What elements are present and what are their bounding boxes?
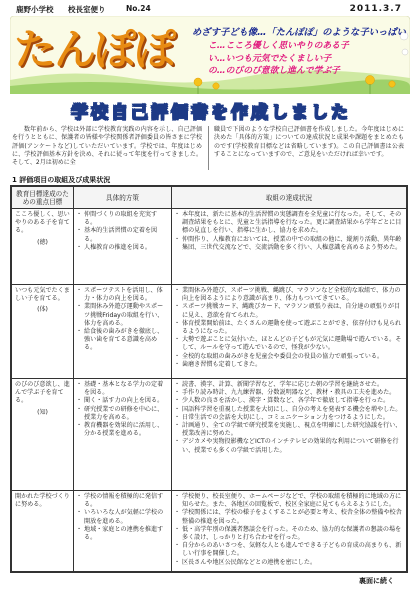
measure-item: ・ 教育機器を効果的に活用し、分かる授業を進める。 xyxy=(77,422,168,438)
goal-text: こころ優しく、思いやりのある子を育てる。 xyxy=(15,211,70,235)
status-item: ・ 読書、漢字、計算、新聞学習など、学年に応じた朝の学習を継続させた。 xyxy=(175,381,403,389)
measure-item: ・ 仲間づくりの取組を充実する。 xyxy=(77,211,168,227)
issue-date: 2011.3.7 xyxy=(349,4,402,14)
logo-text: たんぽぽ xyxy=(14,25,175,74)
measure-item: ・ いろいろな人が気軽に学校の開放を進める。 xyxy=(77,509,168,525)
motto-line-i: い…いつも元気でたくましい子 xyxy=(208,53,332,64)
measures-cell xyxy=(74,379,172,491)
goal-text: いつも元気でたくましい子を育てる。 xyxy=(15,287,70,303)
status-item: ・ 学校関係には、学校の様子をよくすることが必要と考え、校舎全体の整備や校舎整備の推進を図った。 xyxy=(175,509,403,525)
measures-cell xyxy=(74,491,172,572)
status-item: ・ 大勢で遊ぶことに気付いた、ほとんどの子どもが元気に運動場で遊んでいる。そして、ルールを守って遊んでいるので、怪我が少ない。 xyxy=(175,336,403,352)
status-item: ・ 手作り読み時計、九九練習器、分数説明器など、教材・教具の工夫を進めた。 xyxy=(175,389,403,397)
table-row xyxy=(12,379,407,491)
status-item: ・ 業間休み外遊び、スポーツ挑戦、縄跳び、マラソンなど全校的な取組で、体力の向上を図るようにより意識が高まり、体力もついてきている。 xyxy=(175,287,403,303)
measure-item: ・ 給食後の歯みがきを徹底し、強い歯を育てる意識を高める。 xyxy=(77,328,168,353)
newsletter-logo xyxy=(14,22,190,82)
status-item: ・ 仲間作り、人権教育においては、授業の中での取組の他に、縦割り活動、異年齢集団、三世代交流などで、交流活動を多く行い、人権意識を高めるよう努めた。 xyxy=(175,236,403,252)
goal-cell xyxy=(12,209,74,285)
measure-item: ・ 地域・家庭との連携を推進する。 xyxy=(77,526,168,542)
goal-cell xyxy=(12,379,74,491)
school-motto xyxy=(192,24,407,88)
goal-text: 開かれた学校づくりに努める。 xyxy=(15,493,70,509)
masthead-banner xyxy=(10,16,410,94)
status-item: ・ 日常生活での会話を大切にし、コミュニケーション力をつけるようにした。 xyxy=(175,414,403,422)
status-item: ・ 体育授業開始前は、たくさんの運動を使って遊ぶことができ、依存付けも見られるようになった。 xyxy=(175,320,403,336)
column-divider xyxy=(208,126,209,170)
header-measures: 具体的方策 xyxy=(74,187,172,209)
status-cell xyxy=(172,285,407,379)
measure-item: ・ スポーツテストを活用し、体力・体力の向上を図る。 xyxy=(77,287,168,303)
measure-item: ・ 業間休み外遊び運動やスポーツ挑戦Fridayの取組を行い、体力を高める。 xyxy=(77,303,168,328)
status-item: ・ スポーツ挑戦カード、縄跳びカード、マラソン頑張り表は、自分達の頑張りが目に見え、意欲を育てられた。 xyxy=(175,303,403,319)
table-row xyxy=(12,491,407,572)
status-item: ・ 低・高学年別の保護者懇談会を行った。そのため、協力的な保護者の懇談の場を多く設け、しっかりと打ち合わせを行った。 xyxy=(175,526,403,542)
status-item: ・ 学校便り、校長室便り、ホームページなどで、学校の取組を積極的に地域の方に知らせた。また、各地区の回覧板で、校区全家庭に見てもらえるようにした。 xyxy=(175,493,403,509)
measure-item: ・ 研究授業での研修を中心に、授業力を高める。 xyxy=(77,406,168,422)
goal-tag: (徳) xyxy=(37,238,48,246)
goal-tag: (体) xyxy=(37,306,48,314)
measures-cell xyxy=(74,285,172,379)
continued-on-back-note: 裏面に続く xyxy=(359,577,394,585)
intro-paragraph-left: 数年前から、学校は外部に学校教育実践の内容を示し、自己評価を行うとともに、保護者の皆様や学校関係者評価委員の皆さまに学校評価(アンケートなど)していただいています。学校では、年度はじめに、学校評価基本方針を決め、それに従って年度を行ってきました。そして、2月は初めに全 xyxy=(12,126,202,167)
status-item: ・ 歯磨き習慣も定着してきた。 xyxy=(175,361,403,369)
measure-item: ・ 学校の情報を積極的に発信する。 xyxy=(77,493,168,509)
status-cell xyxy=(172,491,407,572)
table-header-row xyxy=(12,187,407,209)
measure-item: ・ 人権教育の推進を図る。 xyxy=(77,244,168,252)
header-line xyxy=(10,4,410,16)
status-item: ・ 国語科学習を重視した授業を大切にし、自分の考えを発表する機会を増やした。 xyxy=(175,406,403,414)
section-heading: 1 評価項目の取組及び成果状況 xyxy=(12,176,111,184)
measure-item: ・ 基礎・基本となる学力の定着を図る。 xyxy=(77,381,168,397)
goal-cell xyxy=(12,285,74,379)
status-item: ・ 区長さんや地区公民館などとの連携を密にした。 xyxy=(175,559,403,567)
status-item: ・ 少人数の良さを活かし、漢字・算数など、各学年で徹底して指導を行った。 xyxy=(175,397,403,405)
intro-paragraph-right: 職員で下図のような学校自己評価書を作成しました。今年度はじめに決めた「具体的方策」についての達成状況と成果や課題をまとめたものです(学校教育目標などは省略しています)。この自己評価書は公表することになっていますので、ご意見をいただければ幸いです。 xyxy=(214,126,404,158)
issue-number: No.24 xyxy=(126,4,151,13)
header-status: 取組の達成状況 xyxy=(172,187,407,209)
motto-line-ko: こ…こころ優しく思いやりのある子 xyxy=(208,41,349,51)
measure-item: ・ 基本的生活習慣の定着を図る。 xyxy=(77,227,168,243)
motto-line-no: の…のびのび意欲し進んで学ぶ子 xyxy=(208,66,340,76)
evaluation-table xyxy=(10,185,408,573)
status-cell xyxy=(172,379,407,491)
newsletter-series: 校長室便り xyxy=(68,5,106,14)
table-row xyxy=(12,285,407,379)
goal-cell xyxy=(12,491,74,572)
status-cell xyxy=(172,209,407,285)
page-title: 学校自己評価書を作成しました xyxy=(71,103,351,123)
status-item: ・ 本年度は、新たに基本的生活習慣の実態調査を全児童に行なった。そして、その調査結果をもとに、児童と生活指導を行なった。更に調査結果から学年ごとに目標の見直しを行い、指導に生かし、協力を求めた。 xyxy=(175,211,403,236)
goal-text: のびのび意欲し、進んで学ぶ子を育てる。 xyxy=(15,381,70,405)
header-goal: 教育目標達成のための重点目標 xyxy=(12,187,74,209)
school-name: 鹿野小学校 xyxy=(16,5,54,14)
motto-main: めざす子ども像…「たんぽぽ」のような子いっぱい xyxy=(192,27,406,38)
status-item: ・ デジカメや実物投影機などICTのインチテレビの効果的な利用について研修を行い、授業でも多くの学級で活用した。 xyxy=(175,438,403,454)
status-item: ・ 計画通り、全ての学級で研究授業を実施し、視点を明確にした研究協議を行い、授業改善に努めた。 xyxy=(175,422,403,438)
measure-item: ・ 聞く・話す力の向上を図る。 xyxy=(77,397,168,405)
measures-cell xyxy=(74,209,172,285)
table-row xyxy=(12,209,407,285)
status-item: ・ 自分からのあいさつを、気軽な人とも進んでできる子どもの育成の高まりも、新しい行事を開催した。 xyxy=(175,542,403,558)
goal-tag: (知) xyxy=(37,408,48,416)
status-item: ・ 全校的な取組の歯みがきを児童会や委員会の役員の協力で頑張っている。 xyxy=(175,353,403,361)
